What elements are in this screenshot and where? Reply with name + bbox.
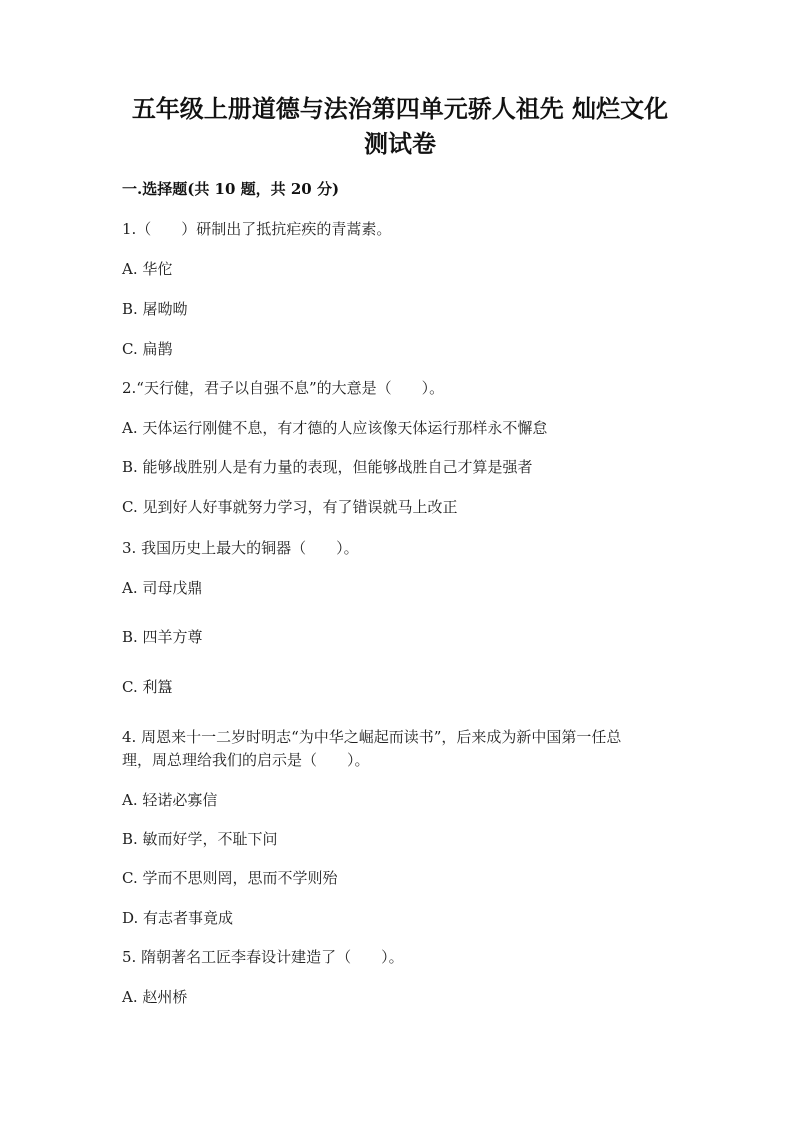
question-4-option-d: D. 有志者事竟成 <box>122 909 234 927</box>
question-3-option-b: B. 四羊方尊 <box>122 628 203 646</box>
question-4-stem: 4. 周恩来十一二岁时明志“为中华之崛起而读书”，后来成为新中国第一任总 <box>122 728 622 746</box>
question-4-stem-continued: 理，周总理给我们的启示是（ ）。 <box>122 751 370 769</box>
question-3-stem: 3. 我国历史上最大的铜器（ ）。 <box>122 539 359 557</box>
question-2-option-c: C. 见到好人好事就努力学习，有了错误就马上改正 <box>122 498 458 516</box>
question-1-option-b: B. 屠呦呦 <box>122 300 188 318</box>
section-heading: 一.选择题(共 10 题，共 20 分) <box>122 180 340 198</box>
question-3-option-c: C. 利簋 <box>122 678 173 696</box>
question-2-stem: 2.“天行健，君子以自强不息”的大意是（ ）。 <box>122 379 445 397</box>
question-2-option-b: B. 能够战胜别人是有力量的表现，但能够战胜自己才算是强者 <box>122 458 533 476</box>
question-1-option-a: A. 华佗 <box>122 260 173 278</box>
question-4-option-a: A. 轻诺必寡信 <box>122 791 218 809</box>
question-5-option-a: A. 赵州桥 <box>122 988 188 1006</box>
question-2-option-a: A. 天体运行刚健不息，有才德的人应该像天体运行那样永不懈怠 <box>122 419 548 437</box>
question-4-option-c: C. 学而不思则罔，思而不学则殆 <box>122 869 338 887</box>
question-4-option-b: B. 敏而好学，不耻下问 <box>122 830 278 848</box>
question-3-option-a: A. 司母戊鼎 <box>122 579 203 597</box>
question-1-stem: 1.（ ）研制出了抵抗疟疾的青蒿素。 <box>122 220 392 238</box>
question-5-stem: 5. 隋朝著名工匠李春设计建造了（ ）。 <box>122 948 404 966</box>
document-title-continued: 测试卷 <box>364 129 436 158</box>
question-1-option-c: C. 扁鹊 <box>122 340 173 358</box>
document-title: 五年级上册道德与法治第四单元骄人祖先 灿烂文化 <box>131 94 669 123</box>
